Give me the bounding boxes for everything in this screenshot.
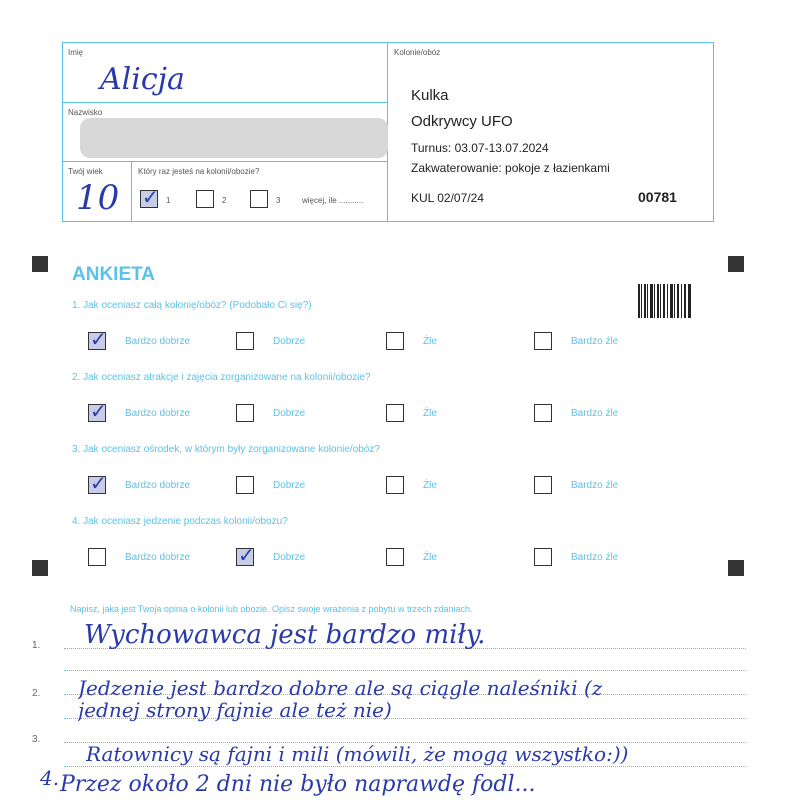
question-3-option-3-checkbox[interactable] [386, 476, 404, 494]
question-2-option-3-label: Źle [423, 408, 437, 419]
registration-marker-tl [32, 256, 48, 272]
ktory-checkbox-2[interactable] [196, 190, 214, 208]
ktory-option-3: 3 [276, 196, 281, 205]
ktory-option-2: 2 [222, 196, 227, 205]
question-4-option-1-label: Bardzo dobrze [125, 552, 191, 563]
question-4-option-3-label: Źle [423, 552, 437, 563]
line-number-4: 4. [40, 766, 60, 790]
question-2-option-1-label: Bardzo dobrze [125, 408, 191, 419]
question-1-option-4-label: Bardzo źle [571, 336, 619, 347]
ktory-checkbox-1[interactable] [140, 190, 158, 208]
question-4-option-4-checkbox[interactable] [534, 548, 552, 566]
ktory-option-1: 1 [166, 196, 171, 205]
divider-wiek [131, 161, 132, 222]
question-1-option-2-label: Dobrze [273, 336, 306, 347]
wiek-value: 10 [76, 178, 120, 218]
turnus: Turnus: 03.07-13.07.2024 [411, 141, 549, 155]
question-1-option-1-checkbox[interactable] [88, 332, 106, 350]
question-4-option-1-checkbox[interactable] [88, 548, 106, 566]
writing-line [64, 670, 746, 671]
question-3-option-4-checkbox[interactable] [534, 476, 552, 494]
handwritten-line-1: Wychowawca jest bardzo miły. [84, 620, 486, 650]
handwritten-line-5: Przez około 2 dni nie było naprawdę fodl... [60, 772, 536, 797]
question-4-option-2-checkbox[interactable] [236, 548, 254, 566]
ktory-raz-label: Który raz jesteś na kolonii/obozie? [138, 167, 260, 176]
question-2-option-1-checkbox[interactable] [88, 404, 106, 422]
handwritten-line-3: jednej strony fajnie ale też nie) [78, 698, 392, 722]
question-2-option-4-checkbox[interactable] [534, 404, 552, 422]
question-3-option-3-label: Źle [423, 480, 437, 491]
divider-imie [62, 102, 388, 103]
ktory-option-more: więcej, ile ........... [302, 196, 364, 205]
question-3-option-2-label: Dobrze [273, 480, 306, 491]
line-number-1: 1. [32, 640, 41, 651]
registration-marker-bl [32, 560, 48, 576]
question-1-option-4-checkbox[interactable] [534, 332, 552, 350]
question-3-option-1-checkbox[interactable] [88, 476, 106, 494]
question-4-text: 4. Jak oceniasz jedzenie podczas kolonii/obozu? [72, 516, 288, 527]
imie-value: Alicja [100, 62, 185, 97]
handwritten-line-2: Jedzenie jest bardzo dobre ale są ciągle naleśniki (z [78, 676, 603, 700]
question-2-option-4-label: Bardzo źle [571, 408, 619, 419]
question-3-option-1-label: Bardzo dobrze [125, 480, 191, 491]
question-3-text: 3. Jak oceniasz ośrodek, w którym były zorganizowane kolonie/obóz? [72, 444, 380, 455]
handwritten-line-4: Ratownicy są fajni i mili (mówili, że mogą wszystko:)) [86, 742, 629, 766]
question-1-option-1-label: Bardzo dobrze [125, 336, 191, 347]
registration-marker-tr [728, 256, 744, 272]
writing-line [64, 766, 746, 767]
line-number-3: 3. [32, 734, 41, 745]
question-1-option-2-checkbox[interactable] [236, 332, 254, 350]
question-2-option-2-checkbox[interactable] [236, 404, 254, 422]
question-1-option-3-checkbox[interactable] [386, 332, 404, 350]
wiek-label: Twój wiek [68, 167, 103, 176]
camp-name: Kulka [411, 87, 449, 104]
line-number-2: 2. [32, 688, 41, 699]
opinion-prompt: Napisz, jaka jest Twoja opinia o kolonii lub obozie. Opisz swoje wrażenia z pobytu w trzech zdaniach. [70, 604, 473, 614]
question-3-option-2-checkbox[interactable] [236, 476, 254, 494]
survey-title: ANKIETA [72, 264, 156, 285]
question-2-text: 2. Jak oceniasz atrakcje i zajęcia zorganizowane na kolonii/obozie? [72, 372, 371, 383]
question-3-option-4-label: Bardzo źle [571, 480, 619, 491]
barcode-icon [638, 284, 692, 318]
question-4-option-3-checkbox[interactable] [386, 548, 404, 566]
question-1-text: 1. Jak oceniasz całą kolonię/obóz? (Podobało Ci się?) [72, 300, 312, 311]
zakwaterowanie: Zakwaterowanie: pokoje z łazienkami [411, 161, 610, 175]
kolonie-label: Kolonie/obóz [394, 48, 441, 57]
registration-marker-br [728, 560, 744, 576]
camp-code: KUL 02/07/24 [411, 191, 484, 205]
ktory-checkbox-3[interactable] [250, 190, 268, 208]
question-1-option-3-label: Źle [423, 336, 437, 347]
camp-program: Odkrywcy UFO [411, 113, 513, 130]
redaction-block [80, 118, 388, 158]
question-2-option-3-checkbox[interactable] [386, 404, 404, 422]
question-2-option-2-label: Dobrze [273, 408, 306, 419]
form-number: 00781 [638, 189, 677, 205]
imie-label: Imię [68, 48, 84, 57]
divider-nazwisko [62, 161, 388, 162]
question-4-option-2-label: Dobrze [273, 552, 306, 563]
question-4-option-4-label: Bardzo źle [571, 552, 619, 563]
nazwisko-label: Nazwisko [68, 108, 103, 117]
